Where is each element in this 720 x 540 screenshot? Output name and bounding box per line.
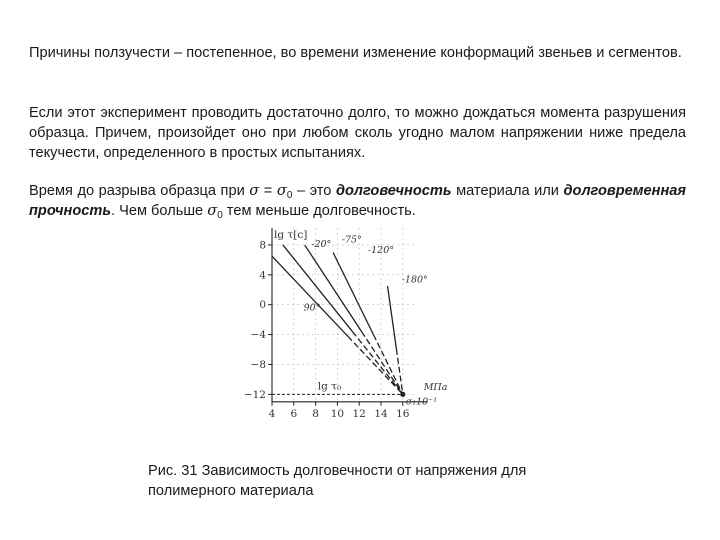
sigma0-symbol: σ bbox=[276, 182, 287, 199]
p3-mid: материала или bbox=[451, 183, 559, 199]
x-tick-label: 4 bbox=[268, 407, 276, 420]
y-tick-label: −4 bbox=[250, 329, 266, 342]
x-tick-label: 12 bbox=[352, 407, 366, 420]
y-tick-label: 4 bbox=[259, 269, 266, 282]
term-durability: долговечность bbox=[335, 183, 452, 199]
convergence-point bbox=[400, 392, 405, 397]
p3-after2: тем меньше долговечность. bbox=[222, 203, 416, 219]
series-label: -75° bbox=[341, 234, 362, 246]
sigma0-subscript-2: 0 bbox=[217, 210, 223, 221]
series-label: 90° bbox=[303, 302, 321, 314]
series-line-solid bbox=[333, 252, 373, 334]
series-line-dashed bbox=[362, 332, 403, 395]
x-axis-unit-label: МПа bbox=[423, 381, 448, 393]
y-tick-label: 0 bbox=[259, 299, 266, 312]
x-tick-label: 6 bbox=[290, 407, 298, 420]
x-tick-label: 14 bbox=[374, 407, 388, 420]
series-label: -20° bbox=[311, 239, 332, 251]
term-long-term-strength: долговременная прочность bbox=[29, 183, 686, 219]
equals-sign: = bbox=[259, 183, 277, 199]
p3-dash: – это bbox=[292, 183, 336, 199]
caption-line-2: полимерного материала bbox=[148, 483, 314, 499]
series-line-dashed bbox=[348, 336, 403, 394]
paragraph-fracture-experiment: Если этот эксперимент проводить достаточно долго, то можно дождаться момента разрушения образца. Причем, произойдет оно при любом сколь угодно малом напряжении ниже предела текучести, определенного в простых испытаниях. bbox=[29, 105, 686, 161]
series-line-solid bbox=[388, 286, 397, 349]
tau0-label: lg τ₀ bbox=[317, 380, 342, 393]
series-line-solid bbox=[272, 256, 348, 336]
sigma0-subscript: 0 bbox=[286, 190, 293, 201]
y-tick-label: 8 bbox=[259, 239, 266, 252]
y-axis-label: lg τ[c] bbox=[274, 229, 308, 241]
sigma0-symbol-2: σ bbox=[207, 202, 218, 219]
series-line-solid bbox=[283, 245, 353, 332]
p3-text-start: Время до разрыва образца при bbox=[29, 183, 250, 199]
x-tick-label: 10 bbox=[330, 407, 345, 420]
caption-line-1: Рис. 31 Зависимость долговечности от напряжения для bbox=[148, 463, 527, 479]
paragraph-durability-definition bbox=[29, 181, 686, 221]
x-tick-label: 8 bbox=[312, 407, 319, 420]
durability-chart bbox=[243, 226, 458, 434]
x-tick-label: 16 bbox=[396, 407, 410, 420]
y-tick-label: −12 bbox=[243, 388, 266, 401]
sigma-label: σ₁10⁻¹ bbox=[405, 396, 438, 408]
paragraph-creep-causes: Причины ползучести – постепенное, во времени изменение конформаций звеньев и сегментов. bbox=[29, 45, 682, 61]
figure-caption bbox=[148, 461, 588, 501]
y-tick-label: −8 bbox=[250, 358, 266, 371]
p3-after1: . Чем больше bbox=[111, 203, 208, 219]
series-line-solid bbox=[305, 245, 362, 332]
series-label: -180° bbox=[401, 274, 428, 286]
sigma-symbol: σ bbox=[249, 182, 260, 199]
series-label: -120° bbox=[367, 245, 395, 257]
